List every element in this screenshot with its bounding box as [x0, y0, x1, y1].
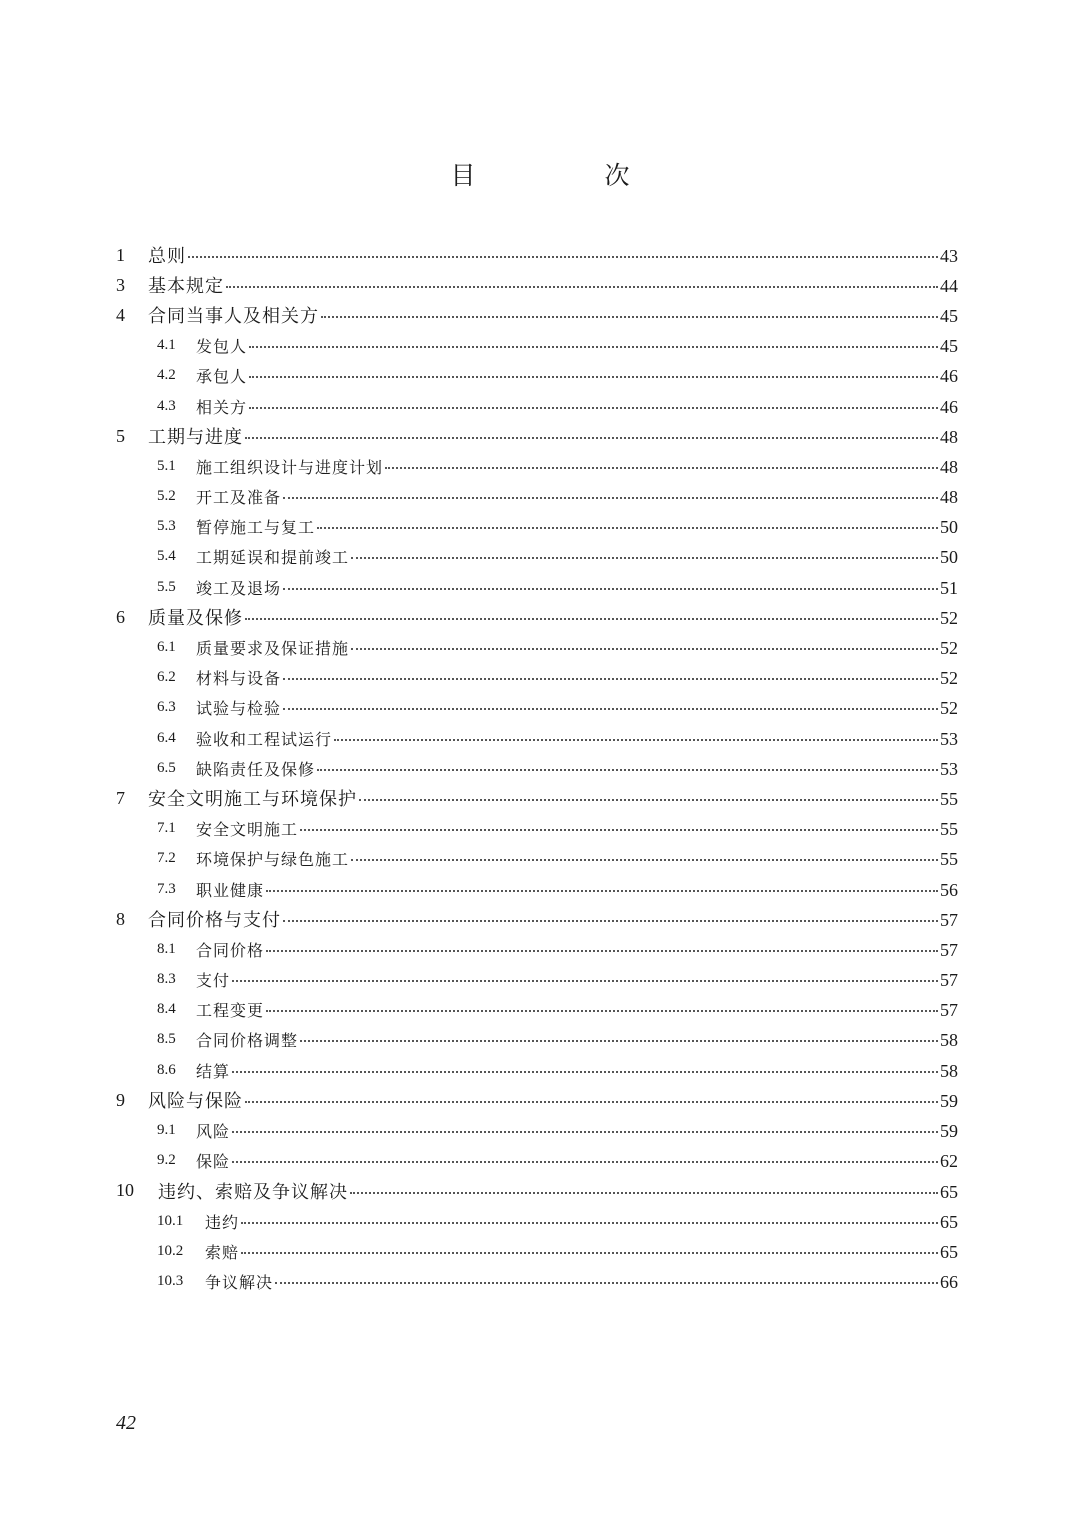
toc-entry-body [196, 878, 958, 901]
toc-entry-page: 50 [940, 547, 958, 568]
toc-entry-page: 52 [940, 668, 958, 689]
toc-entry-number: 5 [116, 425, 125, 446]
toc-entry-page: 66 [940, 1271, 958, 1292]
toc-entry-body [196, 395, 958, 418]
toc-entry-page: 57 [940, 970, 958, 991]
toc-entry-number: 9.1 [157, 1122, 176, 1139]
toc-entry-page: 45 [940, 306, 958, 327]
toc-entry-page: 58 [940, 1030, 958, 1051]
toc-entry-number: 8 [116, 908, 125, 929]
toc-entry-number: 10.3 [157, 1272, 184, 1289]
toc-section-row[interactable] [0, 995, 1080, 1025]
toc-entry-page: 52 [940, 638, 958, 659]
toc-dot-leader [317, 527, 938, 529]
toc-entry-number: 5.3 [157, 518, 176, 535]
toc-dot-leader [283, 588, 938, 590]
toc-entry-number: 6.5 [157, 759, 176, 776]
toc-entry-number: 7.2 [157, 850, 176, 867]
toc-entry-number: 10 [116, 1180, 134, 1201]
toc-section-row[interactable] [0, 723, 1080, 753]
toc-section-row[interactable] [0, 572, 1080, 602]
toc-entry-title: 缺陷责任及保修 [196, 759, 316, 779]
toc-entry-page: 48 [940, 427, 958, 448]
toc-entry-title: 竣工及退场 [196, 578, 282, 598]
toc-section-row[interactable] [0, 482, 1080, 512]
toc-dot-leader [188, 256, 938, 258]
footer-page-number: 42 [116, 1412, 136, 1434]
toc-entry-body [205, 1270, 958, 1293]
toc-section-row[interactable] [0, 1266, 1080, 1296]
toc-dot-leader [351, 648, 938, 650]
toc-section-row[interactable] [0, 331, 1080, 361]
toc-chapter-row[interactable] [0, 783, 1080, 813]
toc-entry-title: 质量要求及保证措施 [196, 639, 350, 659]
toc-dot-leader [245, 437, 938, 439]
toc-entry-title: 风险 [196, 1122, 231, 1142]
toc-entry-page: 45 [940, 336, 958, 357]
toc-entry-body [158, 1178, 958, 1204]
toc-dot-leader [232, 980, 938, 982]
toc-entry-body [148, 785, 958, 811]
toc-entry-title: 安全文明施工 [196, 820, 299, 840]
toc-entry-title: 承包人 [196, 367, 248, 387]
toc-dot-leader [351, 859, 938, 861]
toc-entry-title: 材料与设备 [196, 669, 282, 689]
toc-entry-title: 支付 [196, 971, 231, 991]
toc-entry-number: 7.1 [157, 820, 176, 837]
toc-entry-number: 4.1 [157, 337, 176, 354]
toc-chapter-row[interactable] [0, 240, 1080, 270]
toc-entry-title: 施工组织设计与进度计划 [196, 457, 384, 477]
toc-entry-body [196, 364, 958, 387]
toc-entry-body [148, 423, 958, 449]
toc-entry-page: 48 [940, 487, 958, 508]
toc-entry-page: 48 [940, 456, 958, 477]
toc-entry-title: 争议解决 [205, 1272, 274, 1292]
toc-dot-leader [226, 286, 938, 288]
toc-entry-title: 职业健康 [196, 880, 265, 900]
toc-entry-title: 工程变更 [196, 1001, 265, 1021]
toc-entry-title: 索赔 [205, 1242, 240, 1262]
toc-entry-page: 52 [940, 608, 958, 629]
toc-section-row[interactable] [0, 1025, 1080, 1055]
toc-entry-title: 合同价格 [196, 940, 265, 960]
toc-section-row[interactable] [0, 1236, 1080, 1266]
toc-entry-title: 环境保护与绿色施工 [196, 850, 350, 870]
toc-entry-number: 10.2 [157, 1242, 184, 1259]
toc-entry-body [196, 576, 958, 599]
toc-chapter-row[interactable] [0, 270, 1080, 300]
toc-dot-leader [334, 739, 938, 741]
toc-section-row[interactable] [0, 874, 1080, 904]
toc-section-row[interactable] [0, 814, 1080, 844]
toc-section-row[interactable] [0, 965, 1080, 995]
toc-entry-number: 6.4 [157, 729, 176, 746]
toc-entry-page: 55 [940, 849, 958, 870]
toc-entry-body [196, 1149, 958, 1172]
toc-entry-title: 保险 [196, 1152, 231, 1172]
toc-dot-leader [283, 678, 938, 680]
toc-entry-body [205, 1240, 958, 1263]
toc-entry-number: 10.1 [157, 1212, 184, 1229]
toc-dot-leader [283, 708, 938, 710]
toc-entry-number: 1 [116, 244, 125, 265]
toc-entry-page: 53 [940, 758, 958, 779]
toc-section-row[interactable] [0, 753, 1080, 783]
toc-entry-title: 开工及准备 [196, 488, 282, 508]
toc-entry-title: 结算 [196, 1061, 231, 1081]
toc-chapter-row[interactable] [0, 421, 1080, 451]
toc-entry-page: 52 [940, 698, 958, 719]
toc-entry-title: 合同价格调整 [196, 1031, 299, 1051]
toc-entry-number: 5.2 [157, 488, 176, 505]
toc-dot-leader [275, 1282, 938, 1284]
toc-entry-number: 7 [116, 787, 125, 808]
toc-dot-leader [300, 829, 938, 831]
toc-entry-number: 6.2 [157, 669, 176, 686]
toc-entry-body [196, 666, 958, 689]
toc-entry-page: 57 [940, 939, 958, 960]
toc-entry-page: 55 [940, 789, 958, 810]
toc-entry-body [196, 696, 958, 719]
toc-chapter-row[interactable] [0, 300, 1080, 330]
page-title: 目 次 [450, 161, 682, 190]
toc-entry-page: 65 [940, 1181, 958, 1202]
toc-entry-number: 9.2 [157, 1152, 176, 1169]
toc-entry-title: 发包人 [196, 337, 248, 357]
toc-entry-number: 4 [116, 304, 125, 325]
toc-dot-leader [249, 346, 938, 348]
toc-chapter-row[interactable] [0, 904, 1080, 934]
toc-entry-number: 4.2 [157, 367, 176, 384]
toc-entry-title: 风险与保险 [148, 1091, 243, 1113]
toc-chapter-row[interactable] [0, 1085, 1080, 1115]
toc-dot-leader [245, 1101, 938, 1103]
toc-entry-title: 验收和工程试运行 [196, 729, 333, 749]
toc-section-row[interactable] [0, 361, 1080, 391]
toc-dot-leader [321, 316, 938, 318]
toc-entry-body [148, 604, 958, 630]
toc-entry-page: 57 [940, 910, 958, 931]
toc-entry-title: 合同当事人及相关方 [148, 306, 319, 328]
toc-entry-title: 试验与检验 [196, 699, 282, 719]
toc-dot-leader [241, 1252, 938, 1254]
toc-entry-title: 违约、索赔及争议解决 [158, 1181, 348, 1203]
toc-dot-leader [249, 407, 938, 409]
toc-entry-page: 59 [940, 1121, 958, 1142]
toc-dot-leader [266, 950, 938, 952]
toc-entry-number: 5.4 [157, 548, 176, 565]
toc-entry-page: 59 [940, 1091, 958, 1112]
toc-entry-title: 相关方 [196, 397, 248, 417]
toc-entry-number: 9 [116, 1089, 125, 1110]
toc-dot-leader [351, 557, 938, 559]
toc-section-row[interactable] [0, 1146, 1080, 1176]
toc-dot-leader [266, 1010, 938, 1012]
toc-entry-page: 46 [940, 366, 958, 387]
toc-entry-page: 58 [940, 1060, 958, 1081]
toc-dot-leader [232, 1161, 938, 1163]
toc-entry-page: 46 [940, 396, 958, 417]
toc-entry-number: 8.3 [157, 971, 176, 988]
toc-entry-number: 4.3 [157, 397, 176, 414]
toc-entry-number: 5.5 [157, 578, 176, 595]
toc-entry-body [196, 968, 958, 991]
toc-dot-leader [283, 920, 938, 922]
toc-entry-body [196, 1059, 958, 1082]
toc-dot-leader [350, 1192, 938, 1194]
toc-entry-title: 工期与进度 [148, 427, 243, 449]
toc-dot-leader [241, 1222, 938, 1224]
toc-section-row[interactable] [0, 693, 1080, 723]
toc-entry-number: 6.1 [157, 639, 176, 656]
toc-dot-leader [249, 376, 938, 378]
toc-entry-body [196, 334, 958, 357]
toc-entry-body [196, 998, 958, 1021]
toc-dot-leader [283, 497, 938, 499]
toc-entry-body [196, 636, 958, 659]
toc-entry-number: 8.4 [157, 1001, 176, 1018]
toc-entry-body [196, 727, 958, 750]
toc-entry-page: 43 [940, 246, 958, 267]
toc-entry-number: 7.3 [157, 880, 176, 897]
toc-dot-leader [359, 799, 938, 801]
toc-section-row[interactable] [0, 1055, 1080, 1085]
toc-entry-body [196, 515, 958, 538]
toc-section-row[interactable] [0, 1206, 1080, 1236]
toc-entry-number: 5.1 [157, 457, 176, 474]
toc-entry-body [205, 1210, 958, 1233]
toc-dot-leader [385, 467, 938, 469]
toc-entry-body [196, 817, 958, 840]
toc-entry-page: 56 [940, 879, 958, 900]
toc-dot-leader [300, 1040, 938, 1042]
toc-entry-page: 62 [940, 1151, 958, 1172]
toc-entry-page: 50 [940, 517, 958, 538]
toc-entry-page: 44 [940, 276, 958, 297]
toc-section-row[interactable] [0, 512, 1080, 542]
toc-entry-body [196, 455, 958, 478]
toc-dot-leader [266, 890, 938, 892]
toc-entry-number: 8.6 [157, 1061, 176, 1078]
toc-section-row[interactable] [0, 663, 1080, 693]
toc-dot-leader [232, 1071, 938, 1073]
toc-entry-number: 6.3 [157, 699, 176, 716]
toc-entry-number: 8.1 [157, 940, 176, 957]
toc-entry-page: 55 [940, 819, 958, 840]
toc-section-row[interactable] [0, 542, 1080, 572]
toc-entry-title: 质量及保修 [148, 608, 243, 630]
toc-section-row[interactable] [0, 934, 1080, 964]
toc-entry-number: 3 [116, 274, 125, 295]
toc-entry-title: 违约 [205, 1212, 240, 1232]
toc-section-row[interactable] [0, 391, 1080, 421]
table-of-contents [0, 240, 1080, 1297]
toc-entry-body [196, 545, 958, 568]
toc-entry-body [196, 938, 958, 961]
toc-chapter-row[interactable] [0, 602, 1080, 632]
toc-dot-leader [245, 618, 938, 620]
toc-entry-body [196, 757, 958, 780]
toc-entry-title: 合同价格与支付 [148, 910, 281, 932]
toc-entry-number: 6 [116, 606, 125, 627]
toc-entry-page: 51 [940, 577, 958, 598]
toc-section-row[interactable] [0, 451, 1080, 481]
toc-entry-body [196, 847, 958, 870]
toc-entry-body [196, 485, 958, 508]
toc-entry-body [148, 242, 958, 268]
toc-section-row[interactable] [0, 632, 1080, 662]
toc-section-row[interactable] [0, 1115, 1080, 1145]
toc-entry-page: 65 [940, 1241, 958, 1262]
toc-entry-page: 65 [940, 1211, 958, 1232]
toc-dot-leader [232, 1131, 938, 1133]
toc-entry-body [148, 302, 958, 328]
toc-entry-title: 基本规定 [148, 276, 224, 298]
toc-entry-title: 安全文明施工与环境保护 [148, 789, 357, 811]
toc-entry-title: 总则 [148, 246, 186, 268]
toc-entry-page: 53 [940, 728, 958, 749]
toc-entry-body [148, 906, 958, 932]
toc-entry-title: 暂停施工与复工 [196, 518, 316, 538]
toc-entry-body [196, 1119, 958, 1142]
toc-section-row[interactable] [0, 844, 1080, 874]
toc-entry-number: 8.5 [157, 1031, 176, 1048]
toc-dot-leader [317, 769, 938, 771]
toc-entry-body [148, 1087, 958, 1113]
toc-entry-body [196, 1028, 958, 1051]
toc-entry-title: 工期延误和提前竣工 [196, 548, 350, 568]
toc-entry-page: 57 [940, 1000, 958, 1021]
toc-chapter-row[interactable] [0, 1176, 1080, 1206]
toc-entry-body [148, 272, 958, 298]
